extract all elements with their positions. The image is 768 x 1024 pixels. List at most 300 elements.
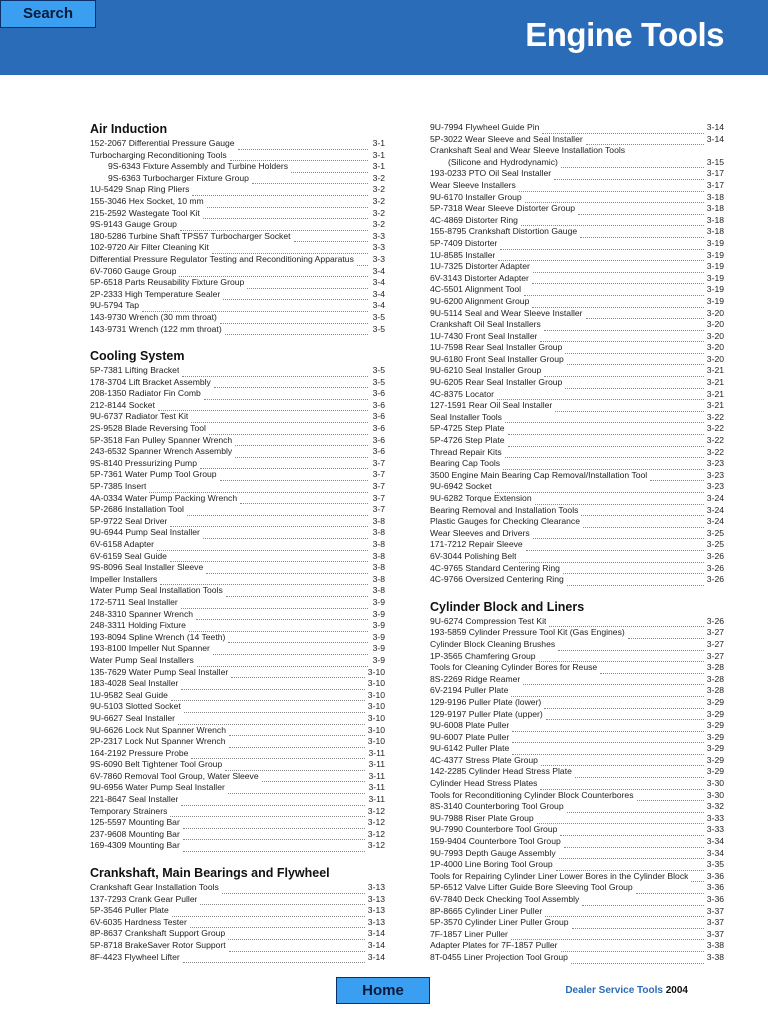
toc-entry[interactable] <box>430 813 724 825</box>
toc-entry[interactable] <box>90 539 385 551</box>
toc-entry[interactable] <box>430 952 724 964</box>
toc-entry[interactable] <box>90 365 385 377</box>
toc-entry[interactable] <box>430 122 724 134</box>
dot-leader <box>523 676 704 685</box>
toc-entry[interactable] <box>90 940 385 952</box>
entry-title: 9U-7993 Depth Gauge Assembly <box>430 847 556 858</box>
toc-entry[interactable] <box>430 824 724 836</box>
entry-title: 169-4309 Mounting Bar <box>90 840 180 851</box>
toc-entry[interactable] <box>430 261 724 273</box>
toc-entry[interactable] <box>430 790 724 802</box>
toc-entry[interactable] <box>430 709 724 721</box>
toc-entry[interactable] <box>430 778 724 790</box>
toc-entry[interactable] <box>90 725 385 737</box>
toc-entry[interactable] <box>90 150 385 162</box>
dot-leader <box>170 808 364 817</box>
toc-entry[interactable] <box>430 470 724 482</box>
search-button[interactable]: Search <box>0 0 96 28</box>
entry-title: 9U-6170 Installer Group <box>430 191 522 202</box>
dot-leader <box>544 368 703 377</box>
toc-entry[interactable] <box>430 551 724 563</box>
toc-entry[interactable] <box>430 423 724 435</box>
dot-leader <box>158 402 368 411</box>
toc-entry[interactable] <box>430 651 724 663</box>
entry-title: Bearing Removal and Installation Tools <box>430 504 579 515</box>
toc-entry[interactable] <box>90 782 385 794</box>
page-header <box>0 0 768 75</box>
dot-leader <box>571 955 704 964</box>
toc-entry[interactable] <box>90 289 385 301</box>
entry-title: 143-9730 Wrench (30 mm throat) <box>90 311 217 322</box>
toc-entry[interactable] <box>430 296 724 308</box>
toc-entry[interactable] <box>90 219 385 231</box>
toc-entry[interactable] <box>430 400 724 412</box>
toc-entry[interactable] <box>90 917 385 929</box>
entry-page-number: 3-32 <box>706 801 724 812</box>
entry-page-number: 3-21 <box>706 400 724 411</box>
toc-entry[interactable] <box>90 736 385 748</box>
dot-leader <box>183 820 365 829</box>
entry-page-number: 3-26 <box>706 574 724 585</box>
toc-entry[interactable] <box>90 771 385 783</box>
toc-entry[interactable] <box>90 894 385 906</box>
entry-page-number: 3-28 <box>706 673 724 684</box>
dot-leader <box>544 322 704 331</box>
entry-title: 9S-8140 Pressurizing Pump <box>90 457 197 468</box>
entry-page-number: 3-10 <box>367 701 385 712</box>
toc-entry[interactable] <box>430 616 724 628</box>
dot-leader <box>526 542 704 551</box>
toc-entry[interactable] <box>90 469 385 481</box>
dot-leader <box>214 379 368 388</box>
toc-column-left <box>90 120 385 963</box>
entry-title: 5P-6512 Valve Lifter Guide Bore Sleeving Tool Group <box>430 882 633 893</box>
toc-entry[interactable] <box>430 697 724 709</box>
section-title: Air Induction <box>90 122 168 136</box>
toc-entry[interactable] <box>430 743 724 755</box>
dot-leader <box>554 171 704 180</box>
toc-entry[interactable] <box>90 905 385 917</box>
dot-leader <box>512 723 703 732</box>
entry-title: 5P-3546 Puller Plate <box>90 905 169 916</box>
dot-leader <box>532 275 704 284</box>
toc-entry[interactable] <box>90 817 385 829</box>
entry-page-number: 3-21 <box>706 365 724 376</box>
toc-entry[interactable] <box>90 632 385 644</box>
toc-entry[interactable] <box>430 319 724 331</box>
toc-entry[interactable] <box>90 458 385 470</box>
toc-entry[interactable] <box>90 759 385 771</box>
entry-title: 5P-7381 Lifting Bracket <box>90 365 180 376</box>
entry-title: 9U-7988 Riser Plate Group <box>430 812 534 823</box>
entry-page-number: 3-7 <box>372 457 385 468</box>
toc-entry[interactable] <box>430 203 724 215</box>
dot-leader <box>207 199 368 208</box>
dot-leader <box>563 565 704 574</box>
toc-entry[interactable] <box>90 400 385 412</box>
toc-entry[interactable] <box>90 493 385 505</box>
home-button[interactable]: Home <box>336 977 430 1004</box>
toc-entry[interactable] <box>90 300 385 312</box>
toc-entry[interactable] <box>430 354 724 366</box>
entry-title: 8T-0455 Liner Projection Tool Group <box>430 951 568 962</box>
toc-entry[interactable] <box>430 882 724 894</box>
toc-entry[interactable] <box>430 412 724 424</box>
entry-page-number: 3-21 <box>706 377 724 388</box>
dot-leader <box>586 136 704 145</box>
entry-title: Tools for Repairing Cylinder Liner Lower Bores in the Cylinder Block <box>430 870 689 881</box>
dot-leader <box>235 437 368 446</box>
entry-title: 171-7212 Repair Sleeve <box>430 539 523 550</box>
toc-entry[interactable] <box>430 365 724 377</box>
entry-title: 178-3704 Lift Bracket Assembly <box>90 376 211 387</box>
entry-title: 9U-5114 Seal and Wear Sleeve Installer <box>430 307 583 318</box>
toc-entry[interactable] <box>90 678 385 690</box>
dot-leader <box>200 460 368 469</box>
toc-entry[interactable] <box>430 377 724 389</box>
entry-page-number: 3-8 <box>372 550 385 561</box>
entry-page-number: 3-34 <box>706 836 724 847</box>
toc-entry[interactable] <box>430 766 724 778</box>
entry-page-number: 3-29 <box>706 708 724 719</box>
entry-title: 221-8647 Seal Installer <box>90 794 179 805</box>
toc-entry[interactable] <box>90 242 385 254</box>
entry-page-number: 3-2 <box>372 184 385 195</box>
section-title: Cooling System <box>90 349 185 364</box>
entry-page-number: 3-19 <box>706 272 724 283</box>
toc-entry[interactable] <box>90 277 385 289</box>
toc-entry[interactable] <box>430 836 724 848</box>
dot-leader <box>220 315 368 324</box>
toc-entry[interactable] <box>90 928 385 940</box>
entry-title: 4C-5501 Alignment Tool <box>430 284 522 295</box>
entry-page-number: 3-1 <box>372 161 385 172</box>
toc-entry[interactable] <box>430 674 724 686</box>
entry-page-number: 3-9 <box>372 620 385 631</box>
toc-entry[interactable] <box>90 701 385 713</box>
dot-leader <box>540 781 703 790</box>
toc-entry[interactable] <box>90 655 385 667</box>
dot-leader <box>560 827 703 836</box>
dot-leader <box>209 426 368 435</box>
toc-entry[interactable] <box>430 435 724 447</box>
entry-page-number: 3-9 <box>372 631 385 642</box>
dot-leader <box>542 125 703 134</box>
entry-page-number: 3-36 <box>706 894 724 904</box>
toc-entry[interactable] <box>90 423 385 435</box>
entry-title: 5P-9722 Seal Driver <box>90 515 168 526</box>
entry-title: 8S-3140 Counterboring Tool Group <box>430 801 564 812</box>
dot-leader <box>508 438 704 447</box>
dot-leader <box>533 264 704 273</box>
toc-entry[interactable] <box>90 585 385 597</box>
dot-leader <box>225 762 365 771</box>
toc-entry[interactable] <box>430 342 724 354</box>
toc-entry[interactable] <box>430 331 724 343</box>
toc-entry[interactable] <box>430 481 724 493</box>
entry-title: 4C-9765 Standard Centering Ring <box>430 562 560 573</box>
entry-page-number: 3-21 <box>706 388 724 399</box>
entry-title: 142-2285 Cylinder Head Stress Plate <box>430 766 572 777</box>
toc-entry[interactable] <box>90 377 385 389</box>
toc-entry[interactable] <box>90 952 385 964</box>
dot-leader <box>197 658 368 667</box>
toc-entry[interactable] <box>90 516 385 528</box>
entry-title: 5P-4725 Step Plate <box>430 423 505 434</box>
entry-title: Differential Pressure Regulator Testing and Reconditioning Apparatus <box>90 253 354 264</box>
entry-page-number: 3-14 <box>706 133 724 144</box>
toc-entry[interactable] <box>430 539 724 551</box>
dot-leader <box>505 449 704 458</box>
entry-page-number: 3-34 <box>706 847 724 858</box>
entry-page-number: 3-22 <box>706 423 724 434</box>
toc-entry[interactable] <box>430 447 724 459</box>
toc-entry[interactable] <box>90 504 385 516</box>
toc-entry[interactable] <box>430 458 724 470</box>
toc-entry[interactable] <box>90 667 385 679</box>
dot-leader <box>556 862 704 871</box>
toc-entry[interactable] <box>90 324 385 336</box>
entry-page-number: 3-24 <box>706 504 724 515</box>
toc-entry[interactable] <box>90 562 385 574</box>
dot-leader <box>179 268 368 277</box>
entry-title: (Silicone and Hydrodynamic) <box>448 156 558 167</box>
entry-title: 248-3310 Spanner Wrench <box>90 608 194 619</box>
entry-page-number: 3-19 <box>706 261 724 272</box>
entry-title: Wear Sleeve Installers <box>430 179 516 190</box>
toc-entry[interactable] <box>90 411 385 423</box>
entry-page-number: 3-9 <box>372 654 385 665</box>
toc-entry[interactable] <box>430 574 724 586</box>
dot-leader <box>524 287 704 296</box>
toc-entry[interactable] <box>90 196 385 208</box>
toc-entry[interactable] <box>430 639 724 651</box>
dot-leader <box>519 183 704 192</box>
toc-entry[interactable] <box>430 732 724 744</box>
toc-entry[interactable] <box>90 266 385 278</box>
toc-entry[interactable] <box>430 157 724 169</box>
entry-page-number: 3-10 <box>367 678 385 689</box>
toc-entry[interactable] <box>90 446 385 458</box>
toc-entry[interactable] <box>90 882 385 894</box>
toc-entry[interactable] <box>90 597 385 609</box>
entry-title: Bearing Cap Tools <box>430 458 501 469</box>
toc-entry[interactable] <box>430 250 724 262</box>
toc-entry[interactable] <box>430 238 724 250</box>
entry-page-number: 3-7 <box>372 492 385 503</box>
entry-page-number: 3-12 <box>367 840 385 851</box>
entry-title: 9U-6180 Front Seal Installer Group <box>430 353 564 364</box>
entry-title: Cylinder Block Cleaning Brushes <box>430 638 556 649</box>
toc-entry[interactable] <box>430 917 724 929</box>
entry-title: 1U-7325 Distorter Adapter <box>430 261 530 272</box>
toc-entry[interactable] <box>430 516 724 528</box>
entry-title: 9U-7990 Counterbore Tool Group <box>430 824 558 835</box>
toc-entry[interactable] <box>430 720 724 732</box>
toc-entry[interactable] <box>90 690 385 702</box>
entry-page-number: 3-5 <box>372 376 385 387</box>
toc-entry[interactable] <box>430 563 724 575</box>
toc-entry[interactable] <box>90 748 385 760</box>
entry-page-number: 3-9 <box>372 608 385 619</box>
toc-entry[interactable] <box>430 389 724 401</box>
toc-entry[interactable] <box>430 848 724 860</box>
entry-title: 2S-9528 Blade Reversing Tool <box>90 423 206 434</box>
entry-page-number: 3-4 <box>372 288 385 299</box>
dot-leader <box>183 954 365 963</box>
toc-entry[interactable] <box>430 894 724 906</box>
toc-entry[interactable] <box>430 226 724 238</box>
toc-entry[interactable] <box>90 138 385 150</box>
toc-entry[interactable] <box>430 505 724 517</box>
entry-page-number: 3-4 <box>372 277 385 288</box>
dot-leader <box>521 217 704 226</box>
entry-title: 6V-7060 Gauge Group <box>90 265 177 276</box>
dot-leader <box>191 750 365 759</box>
entry-page-number: 3-22 <box>706 411 724 422</box>
entry-title: 8S-2269 Ridge Reamer <box>430 673 521 684</box>
dot-leader <box>578 206 704 215</box>
entry-title: 6V-6159 Seal Guide <box>90 550 167 561</box>
toc-entry[interactable] <box>430 493 724 505</box>
dot-leader <box>262 773 366 782</box>
dot-leader <box>565 380 703 389</box>
toc-entry[interactable] <box>430 134 724 146</box>
toc-entry[interactable] <box>430 168 724 180</box>
toc-entry[interactable] <box>430 685 724 697</box>
toc-entry[interactable] <box>430 627 724 639</box>
entry-page-number: 3-30 <box>706 778 724 789</box>
toc-entry[interactable] <box>90 840 385 852</box>
toc-entry[interactable] <box>90 312 385 324</box>
entry-title: 5P-7361 Water Pump Tool Group <box>90 469 217 480</box>
toc-entry[interactable] <box>90 574 385 586</box>
dot-leader <box>586 310 704 319</box>
entry-title: Temporary Strainers <box>90 805 168 816</box>
toc-entry[interactable] <box>430 284 724 296</box>
dot-leader <box>628 630 704 639</box>
dot-leader <box>238 141 368 150</box>
entry-title: 1U-5429 Snap Ring Pliers <box>90 184 190 195</box>
dot-leader <box>508 426 704 435</box>
toc-entry[interactable] <box>430 308 724 320</box>
toc-entry[interactable] <box>430 215 724 227</box>
entry-page-number: 3-27 <box>706 627 724 638</box>
entry-page-number: 3-11 <box>368 747 385 758</box>
toc-entry[interactable] <box>430 662 724 674</box>
toc-entry[interactable] <box>90 551 385 563</box>
toc-entry[interactable] <box>90 527 385 539</box>
toc-entry[interactable] <box>430 906 724 918</box>
dot-leader <box>533 530 704 539</box>
toc-entry[interactable] <box>90 161 385 173</box>
dot-leader <box>230 152 368 161</box>
dot-leader <box>235 449 368 458</box>
dot-leader <box>357 257 368 266</box>
toc-entry[interactable] <box>90 435 385 447</box>
toc-entry[interactable] <box>90 184 385 196</box>
toc-entry[interactable] <box>90 643 385 655</box>
toc-entry[interactable] <box>430 528 724 540</box>
toc-entry[interactable] <box>90 481 385 493</box>
toc-entry[interactable] <box>90 620 385 632</box>
entry-title: 9U-6200 Alignment Group <box>430 295 530 306</box>
toc-entry[interactable] <box>90 609 385 621</box>
entry-title: 5P-3022 Wear Sleeve and Seal Installer <box>430 133 583 144</box>
entry-page-number: 3-2 <box>372 207 385 218</box>
toc-entry[interactable] <box>430 929 724 941</box>
toc-entry[interactable] <box>90 173 385 185</box>
entry-page-number: 3-4 <box>372 265 385 276</box>
dot-leader <box>192 187 368 196</box>
entry-page-number: 3-29 <box>706 696 724 707</box>
toc-entry[interactable] <box>90 806 385 818</box>
toc-entry[interactable] <box>90 794 385 806</box>
dot-leader <box>505 414 704 423</box>
toc-entry[interactable] <box>90 713 385 725</box>
toc-entry[interactable] <box>90 208 385 220</box>
entry-page-number: 3-36 <box>706 870 724 881</box>
entry-page-number: 3-1 <box>372 138 385 148</box>
entry-title: 5P-2686 Installation Tool <box>90 504 184 515</box>
entry-page-number: 3-29 <box>706 766 724 777</box>
entry-page-number: 3-12 <box>367 817 385 828</box>
toc-entry[interactable] <box>430 755 724 767</box>
toc-entry[interactable] <box>430 859 724 871</box>
dot-leader <box>225 326 368 335</box>
dot-leader <box>183 831 365 840</box>
entry-page-number: 3-36 <box>706 882 724 893</box>
entry-title: 1U-7430 Front Seal Installer <box>430 330 538 341</box>
dot-leader <box>171 692 365 701</box>
toc-entry[interactable] <box>430 871 724 883</box>
dot-leader <box>650 472 704 481</box>
toc-entry[interactable] <box>90 829 385 841</box>
entry-title: 9U-6942 Socket <box>430 481 492 492</box>
dot-leader <box>511 931 704 940</box>
entry-page-number: 3-37 <box>706 917 724 928</box>
entry-page-number: 3-20 <box>706 319 724 330</box>
dot-leader <box>540 333 703 342</box>
toc-entry[interactable] <box>430 801 724 813</box>
entry-page-number: 3-26 <box>706 615 724 626</box>
entry-title: 9U-6274 Compression Test Kit <box>430 615 547 626</box>
dot-leader <box>691 873 703 882</box>
entry-title: 5P-7385 Insert <box>90 481 147 492</box>
dot-leader <box>187 507 368 516</box>
dot-leader <box>181 797 365 806</box>
entry-title: Crankshaft Seal and Wear Sleeve Installation Tools <box>430 145 626 156</box>
entry-title: 9U-6627 Seal Installer <box>90 712 176 723</box>
dot-leader <box>222 885 365 894</box>
toc-entry[interactable] <box>90 231 385 243</box>
toc-section <box>430 122 724 586</box>
toc-entry[interactable] <box>90 254 385 266</box>
entry-title: 5P-6518 Parts Reusability Fixture Group <box>90 277 245 288</box>
entry-title: 8F-4423 Flywheel Lifter <box>90 951 180 962</box>
toc-entry[interactable] <box>90 388 385 400</box>
toc-entry[interactable] <box>430 192 724 204</box>
entry-title: 9U-6282 Torque Extension <box>430 493 532 503</box>
toc-entry[interactable] <box>430 180 724 192</box>
toc-entry[interactable] <box>430 145 724 157</box>
entry-title: 137-7293 Crank Gear Puller <box>90 893 198 904</box>
entry-title: 1U-7598 Rear Seal Installer Group <box>430 342 563 353</box>
toc-entry[interactable] <box>430 273 724 285</box>
dot-leader <box>544 700 703 709</box>
dot-leader <box>572 920 704 929</box>
toc-entry[interactable] <box>430 940 724 952</box>
